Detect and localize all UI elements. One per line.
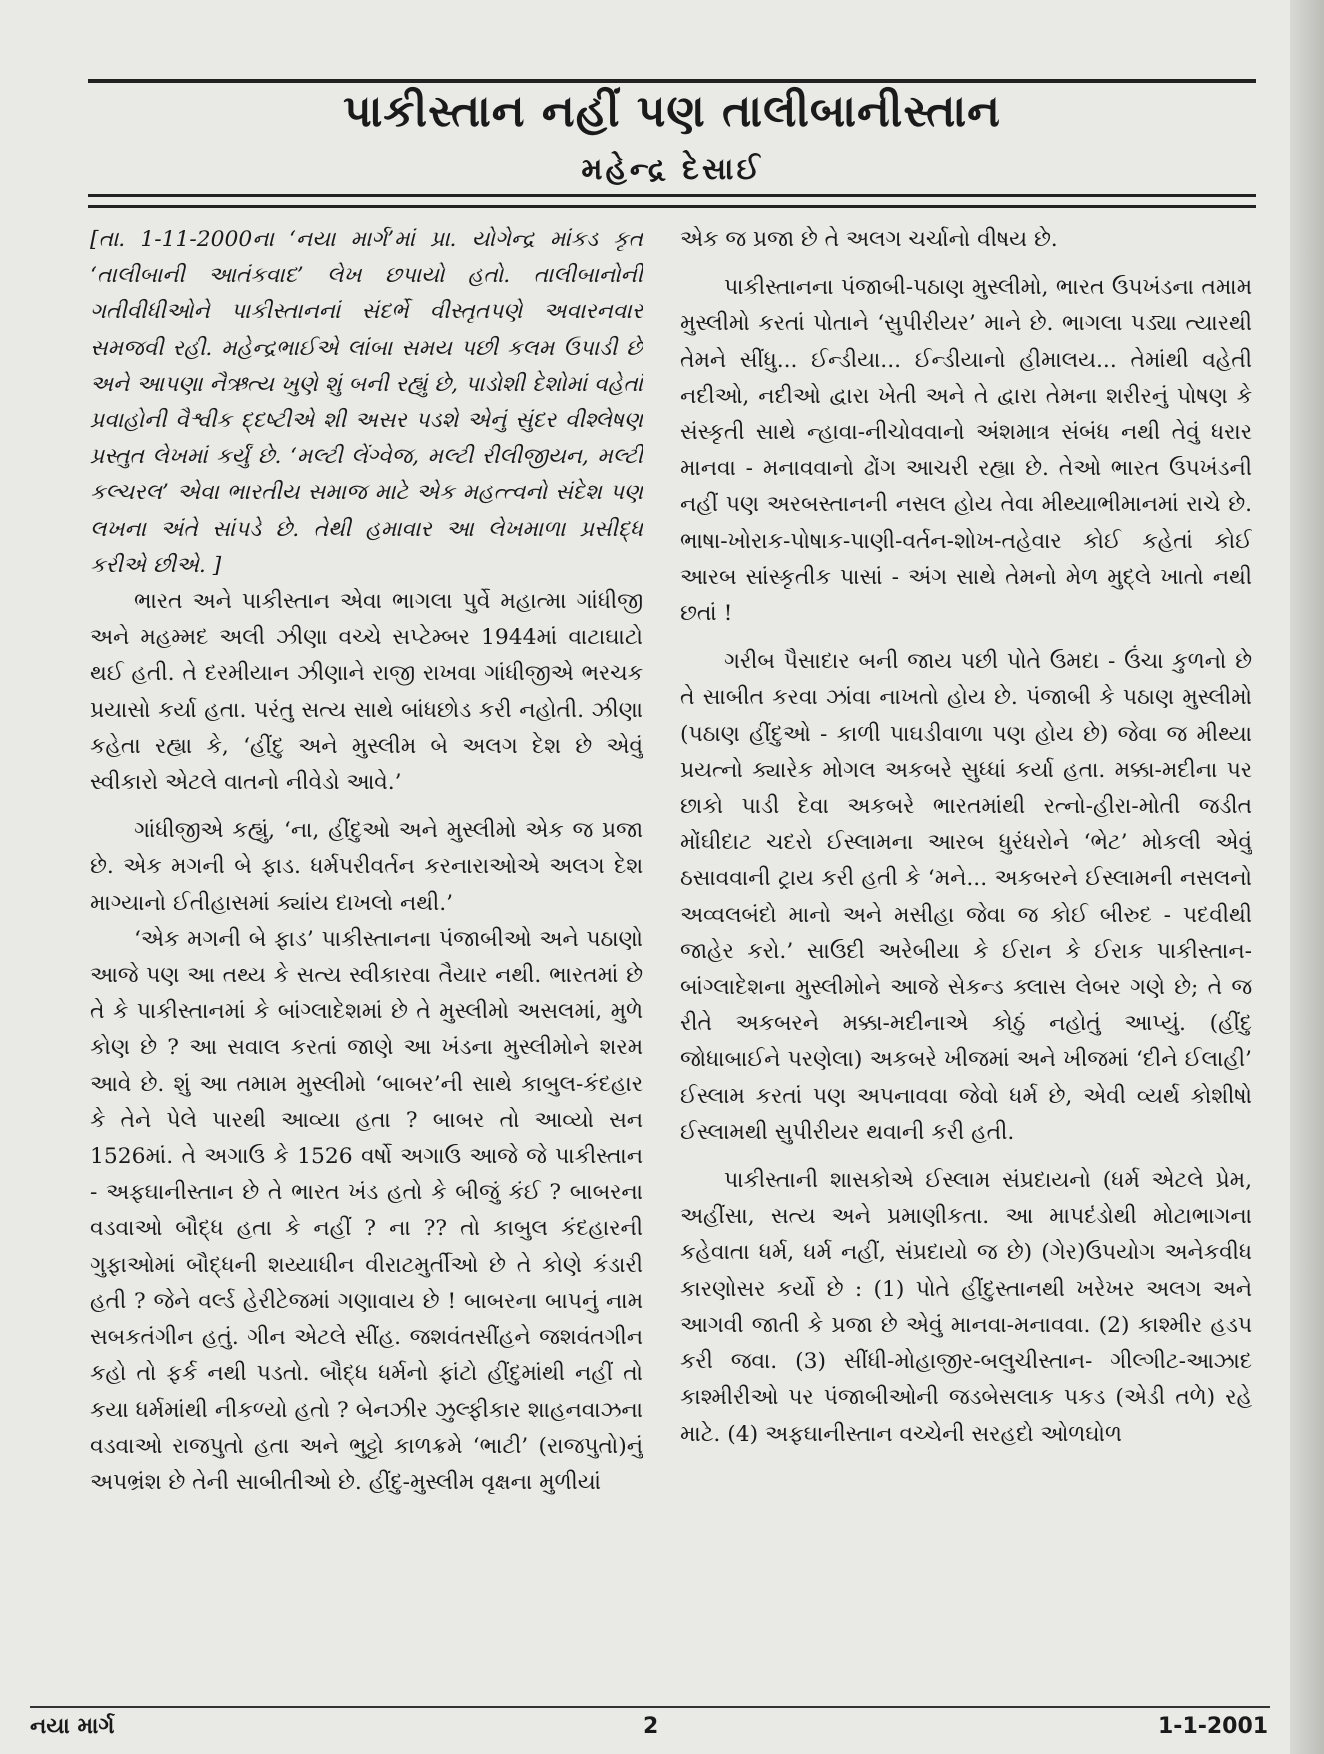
torn-page-edge — [1290, 0, 1324, 1754]
paragraph: પાકીસ્તાની શાસકોએ ઈસ્લામ સંપ્રદાયનો (ધર્મ એટલે પ્રેમ, અહીંસા, સત્ય અને પ્રમાણીકતા. આ માપદંડોથી મોટાભાગના કહેવાતા ધર્મ, ધર્મ નહીં, સંપ્રદાયો જ છે) (ગેર)ઉપયોગ અનેકવીધ કારણોસર કર્યો છે : (1) પોતે હીંદુસ્તાનથી ખરેખર અલગ અને આગવી જાતી કે પ્રજા છે એવું માનવા-મનાવવા. (2) કાશ્મીર હડપ કરી જવા. (3) સીંધી-મોહાજીર-બલુચીસ્તાન- ગીલ્ગીટ-આઝાદ કાશ્મીરીઓ પર પંજાબીઓની જડબેસલાક પકડ (એડી તળે) રહે માટે. (4) અફઘાનીસ્તાન વચ્ચેની સરહદો ઓળઘોળ — [680, 1168, 1252, 1447]
paragraph: ગાંધીજીએ કહ્યું, ‘ના, હીંદુઓ અને મુસ્લીમો એક જ પ્રજા છે. એક મગની બે ફાડ. ધર્મપરીવર્તન કરનારાઓએ અલગ દેશ માગ્યાનો ઈતીહાસમાં ક્યાંય દાખલો નથી.’ — [90, 818, 643, 916]
left-column — [90, 222, 643, 1702]
publication-name: નયા માર્ગ — [30, 1714, 115, 1739]
top-rule — [88, 79, 1256, 83]
editor-intro: [તા. 1-11-2000ના ‘નયા માર્ગ’માં પ્રા. યોગેન્દ્ર માંકડ કૃત ‘તાલીબાની આતંકવાદ’ લેખ છપાયો હતો. તાલીબાનોની ગતીવીધીઓને પાકીસ્તાનનાં સંદર્ભે વીસ્તૃતપણે અવારનવાર સમજવી રહી. મહેન્દ્રભાઈએ લાંબા સમય પછી કલમ ઉપાડી છે અને આપણા નૈઋત્ય ખુણે શું બની રહ્યું છે, પાડોશી દેશોમાં વહેતાં પ્રવાહોની વૈશ્વીક દ્દષ્ટીએ શી અસર પડશે એનું સુંદર વીશ્લેષણ પ્રસ્તુત લેખમાં કર્યું છે. ‘મલ્ટી લેંગ્વેજ, મલ્ટી રીલીજીયન, મલ્ટી કલ્ચરલ’ એવા ભારતીય સમાજ માટે એક મહત્ત્વનો સંદેશ પણ લખના અંતે સાંપડે છે. તેથી હમાવાર આ લેખમાળા પ્રસીદ્ધ કરીએ છીએ. ] — [90, 227, 643, 578]
article-author: મહેન્દ્ર દેસાઈ — [581, 152, 763, 187]
paragraph: પાકીસ્તાનના પંજાબી-પઠાણ મુસ્લીમો, ભારત ઉપખંડના તમામ મુસ્લીમો કરતાં પોતાને ‘સુપીરીયર’ માને છે. ભાગલા પડ્યા ત્યારથી તેમને સીંધુ... ઈન્ડીયા... ઈન્ડીયાનો હીમાલય... તેમાંથી વહેતી નદીઓ, નદીઓ દ્વારા ખેતી અને તે દ્વારા તેમના શરીરનું પોષણ કે સંસ્કૃતી સાથે ન્હાવા-નીચોવવાનો અંશમાત્ર સંબંધ નથી તેવું ધરાર માનવા - મનાવવાનો ઢોંગ આચરી રહ્યા છે. તેઓ ભારત ઉપખંડની નહીં પણ અરબસ્તાનની નસલ હોય તેવા મીથ્યાભીમાનમાં રાચે છે. ભાષા-ખોરાક-પોષાક-પાણી-વર્તન-શોખ-તહેવાર કોઈ કહેતાં કોઈ આરબ સાંસ્કૃતીક પાસાં - અંગ સાથે તેમનો મેળ મુદ્લે ખાતો નથી છતાં ! — [680, 275, 1252, 627]
paragraph: ગરીબ પૈસાદાર બની જાય પછી પોતે ઉમદા - ઉંચા કુળનો છે તે સાબીત કરવા ઝાંવા નાખતો હોય છે. પંજાબી કે પઠાણ મુસ્લીમો (પઠાણ હીંદુઓ - કાળી પાઘડીવાળા પણ હોય છે) જેવા જ મીથ્યા પ્રયત્નો ક્યારેક મોગલ અકબરે સુધ્ધાં કર્યા હતા. મક્કા-મદીના પર છાકો પાડી દેવા અકબરે ભારતમાંથી રત્નો-હીરા-મોતી જડીત મોંઘીદાટ ચદરો ઈસ્લામના આરબ ધુરંધરોને ‘ભેટ’ મોકલી એવું ઠસાવવાની ટ્રાય કરી હતી કે ‘મને... અકબરને ઈસ્લામની નસલનો અવ્વલબંદો માનો અને મસીહા જેવા જ કોઈ બીરુદ - પદવીથી જાહેર કરો.’ સાઉદી અરેબીયા કે ઈરાન કે ઈરાક પાકીસ્તાન-બાંગ્લાદેશના મુસ્લીમોને આજે સેકન્ડ ક્લાસ લેબર ગણે છે; તે જ રીતે અકબરને મક્કા-મદીનાએ કોઠું નહોતું આપ્યું. (હીંદુ જોધાબાઈને પરણેલા) અકબરે ખીજમાં અને ખીજમાં ‘દીને ઈલાહી’ ઈસ્લામ કરતાં પણ અપનાવવા જેવો ધર્મ છે, એવી વ્યર્થ કોશીષો ઈસ્લામથી સુપીરીયર થવાની કરી હતી. — [680, 649, 1252, 1145]
article-title: પાકીસ્તાન નહીં પણ તાલીબાનીસ્તાન — [343, 86, 1001, 137]
paragraph: ‘એક મગની બે ફાડ’ પાકીસ્તાનના પંજાબીઓ અને પઠાણો આજે પણ આ તથ્ય કે સત્ય સ્વીકારવા તૈયાર નથી. ભારતમાં છે તે કે પાકીસ્તાનમાં કે બાંગ્લાદેશમાં છે તે મુસ્લીમો અસલમાં, મુળે કોણ છે ? આ સવાલ કરતાં જાણે આ ખંડના મુસ્લીમોને શરમ આવે છે. શું આ તમામ મુસ્લીમો ‘બાબર’ની સાથે કાબુલ-કંદહાર કે તેને પેલે પારથી આવ્યા હતા ? બાબર તો આવ્યો સન 1526માં. તે અગાઉ કે 1526 વર્ષો અગાઉ આજે જે પાકીસ્તાન - અફઘાનીસ્તાન છે તે ભારત ખંડ હતો કે બીજું કંઈ ? બાબરના વડવાઓ બૌદ્ધ હતા કે નહીં ? ના ?? તો કાબુલ કંદહારની ગુફાઓમાં બૌદ્ધની શય્યાધીન વીરાટમુર્તીઓ છે તે કોણે કંડારી હતી ? જેને વર્લ્ડ હેરીટેજમાં ગણાવાય છે ! બાબરના બાપનું નામ સબકતંગીન હતું. ગીન એટલે સીંહ. જશવંતસીંહને જશવંતગીન કહો તો ફર્ક નથી પડતો. બૌદ્ધ ધર્મનો ફાંટો હીંદુમાંથી નહીં તો કયા ધર્મમાંથી નીકળ્યો હતો ? બેનઝીર ઝુલ્ફીકાર શાહનવાઝના વડવાઓ રાજપુતો હતા અને ભુટ્ટો કાળક્રમે ‘ભાટી’ (રાજપુતો)નું અપભ્રંશ છે તેની સાબીતીઓ છે. હીંદુ-મુસ્લીમ વૃક્ષના મુળીયાં — [90, 926, 643, 1495]
right-column — [680, 222, 1252, 1702]
page-number: 2 — [643, 1714, 659, 1739]
footer-rule — [30, 1706, 1270, 1708]
issue-date: 1-1-2001 — [1158, 1714, 1269, 1739]
paragraph: ભારત અને પાકીસ્તાન એવા ભાગલા પુર્વે મહાત્મા ગાંધીજી અને મહમ્મદ અલી ઝીણા વચ્ચે સપ્ટેમ્બર 1944માં વાટાઘાટો થઈ હતી. તે દરમીયાન ઝીણાને રાજી રાખવા ગાંધીજીએ ભરચક પ્રયાસો કર્યા હતા. પરંતુ સત્ય સાથે બાંધછોડ કરી નહોતી. ઝીણા કહેતા રહ્યા કે, ‘હીંદુ અને મુસ્લીમ બે અલગ દેશ છે એવું સ્વીકારો એટલે વાતનો નીવેડો આવે.’ — [90, 589, 643, 796]
header-rule-band — [88, 194, 1256, 208]
paragraph: એક જ પ્રજા છે તે અલગ ચર્ચાનો વીષય છે. — [680, 227, 1058, 252]
